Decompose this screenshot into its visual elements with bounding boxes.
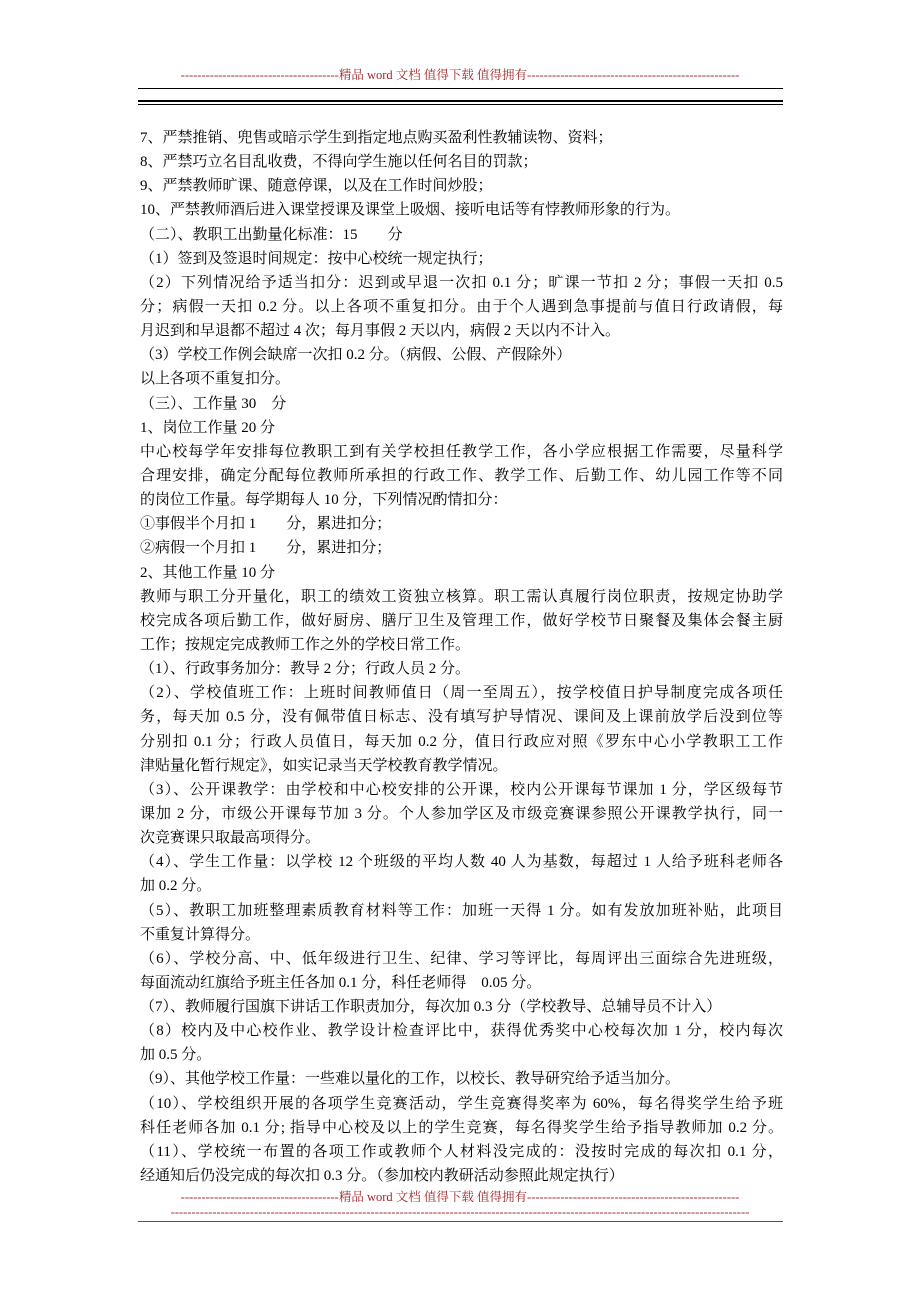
body-line: （8）校内及中心校作业、教学设计检查评比中，获得优秀奖中心校每次加 1 分，校内每次 — [140, 1023, 783, 1040]
body-line: 不重复计算得分。 — [140, 926, 261, 943]
body-line: 分；病假一天扣 0.2 分。以上各项不重复扣分。由于个人遇到急事提前与值日行政请假，每 — [140, 298, 783, 315]
body-line: （3）学校工作例会缺席一次扣 0.2 分。（病假、公假、产假除外） — [140, 347, 572, 364]
header-rule-thick — [138, 100, 783, 102]
body-line: 工作；按规定完成教师工作之外的学校日常工作。 — [140, 636, 471, 653]
body-line: 加 0.2 分。 — [140, 878, 212, 895]
header-rule-thin-lower — [138, 104, 783, 105]
body-line: （4）、学生工作量：以学校 12 个班级的平均人数 40 人为基数，每超过 1 人给予班科老师各 — [140, 854, 783, 871]
body-line: （3）、公开课教学：由学校和中心校安排的公开课，校内公开课每节课加 1 分，学区级每节 — [140, 781, 783, 798]
body-line: （10）、学校组织开展的各项学生竞赛活动，学生竞赛得奖率为 60%，每名得奖学生给予班 — [140, 1095, 783, 1112]
body-line: 的岗位工作量。每学期每人 10 分，下列情况酌情扣分： — [140, 492, 508, 509]
body-line: 中心校每学年安排每位教职工到有关学校担任教学工作，各小学应根据工作需要，尽量科学 — [140, 443, 783, 460]
body-line: 加 0.5 分。 — [140, 1047, 212, 1064]
subsection-heading: 1、岗位工作量 20 分 — [140, 419, 276, 436]
body-line: 10、严禁教师酒后进入课堂授课及课堂上吸烟、接听电话等有悖教师形象的行为。 — [140, 202, 681, 219]
body-line: 校完成各项后勤工作，做好厨房、膳厅卫生及管理工作，做好学校节日聚餐及集体会餐主厨 — [140, 612, 783, 629]
body-line: （7）、教师履行国旗下讲话工作职责加分，每次加 0.3 分（学校教导、总辅导员不计入） — [140, 999, 722, 1016]
body-line: 7、严禁推销、兜售或暗示学生到指定地点购买盈利性教辅读物、资料； — [140, 130, 613, 146]
footer-rule — [138, 1221, 783, 1222]
body-line: 以上各项不重复扣分。 — [140, 371, 291, 388]
body-line: （6）、学校分高、中、低年级进行卫生、纪律、学习等评比，每周评出三面综合先进班级， — [140, 950, 783, 967]
body-line: 课加 2 分，市级公开课每节加 3 分。个人参加学区及市级竞赛课参照公开课教学执行，同一 — [140, 805, 783, 822]
document-body — [140, 126, 783, 1188]
body-line: （2）、学校值班工作：上班时间教师值日（周一至周五），按学校值日护导制度完成各项任 — [140, 685, 783, 702]
section-heading: （二）、教职工出勤量化标准：15 分 — [140, 226, 403, 243]
subsection-heading: 2、其他工作量 10 分 — [140, 564, 276, 581]
body-line: ②病假一个月扣 1 分，累进扣分； — [140, 540, 392, 557]
body-line: 务，每天加 0.5 分，没有佩带值日标志、没有填写护导情况、课间及上课前放学后没到位等 — [140, 709, 783, 726]
body-line: 合理安排，确定分配每位教师所承担的行政工作、教学工作、后勤工作、幼儿园工作等不同 — [140, 467, 783, 484]
section-heading: （三）、工作量 30 分 — [140, 395, 287, 412]
body-line: （1）签到及签退时间规定：按中心校统一规定执行； — [140, 250, 493, 267]
body-line: 分别扣 0.1 分；行政人员值日，每天加 0.2 分，值日行政应对照《罗东中心小学教职工工作 — [140, 733, 783, 750]
body-line: 8、严禁巧立名目乱收费，不得向学生施以任何名目的罚款； — [140, 154, 538, 171]
body-line: （2）下列情况给予适当扣分：迟到或早退一次扣 0.1 分；旷课一节扣 2 分；事假一天扣 0.5 — [140, 274, 783, 291]
body-line: 科任老师各加 0.1 分; 指导中心校及以上的学生竞赛，每名得奖学生给予指导教师加 0.2 分。 — [140, 1119, 783, 1136]
body-line: 津贴量化暂行规定》，如实记录当天学校教育教学情况。 — [140, 757, 508, 774]
header-rule-thin — [138, 88, 783, 89]
body-line: 每面流动红旗给予班主任各加 0.1 分，科任老师得 0.05 分。 — [140, 974, 542, 991]
body-line: 经通知后仍没完成的每次扣 0.3 分。（参加校内教研活动参照此规定执行） — [140, 1168, 624, 1185]
body-line: ①事假半个月扣 1 分，累进扣分； — [140, 516, 392, 533]
footer-banner: --------------------------------------精品 word 文档 值得下载 值得拥有--------------------------------------------------- — [180, 1190, 740, 1204]
footer-dash-line: ------------------------------------------------------------------------------------------------------------------------------------------- — [170, 1205, 750, 1219]
body-line: （1）、行政事务加分：教导 2 分；行政人员 2 分。 — [140, 661, 471, 678]
body-line: （11）、学校统一布置的各项工作或教师个人材料没完成的：没按时完成的每次扣 0.1 分， — [140, 1143, 783, 1160]
body-line: （9）、其他学校工作量：一些难以量化的工作，以校长、教导研究给予适当加分。 — [140, 1071, 681, 1088]
body-line: （5）、教职工加班整理素质教育材料等工作：加班一天得 1 分。如有发放加班补贴，此项目 — [140, 902, 783, 919]
body-line: 9、严禁教师旷课、随意停课，以及在工作时间炒股； — [140, 178, 493, 195]
body-line: 次竞赛课只取最高项得分。 — [140, 830, 321, 847]
body-line: 月迟到和早退都不超过 4 次；每月事假 2 天以内，病假 2 天以内不计入。 — [140, 323, 621, 340]
header-banner: --------------------------------------精品 word 文档 值得下载 值得拥有--------------------------------------------------- — [180, 68, 740, 82]
body-line: 教师与职工分开量化，职工的绩效工资独立核算。职工需认真履行岗位职责，按规定协助学 — [140, 588, 783, 605]
